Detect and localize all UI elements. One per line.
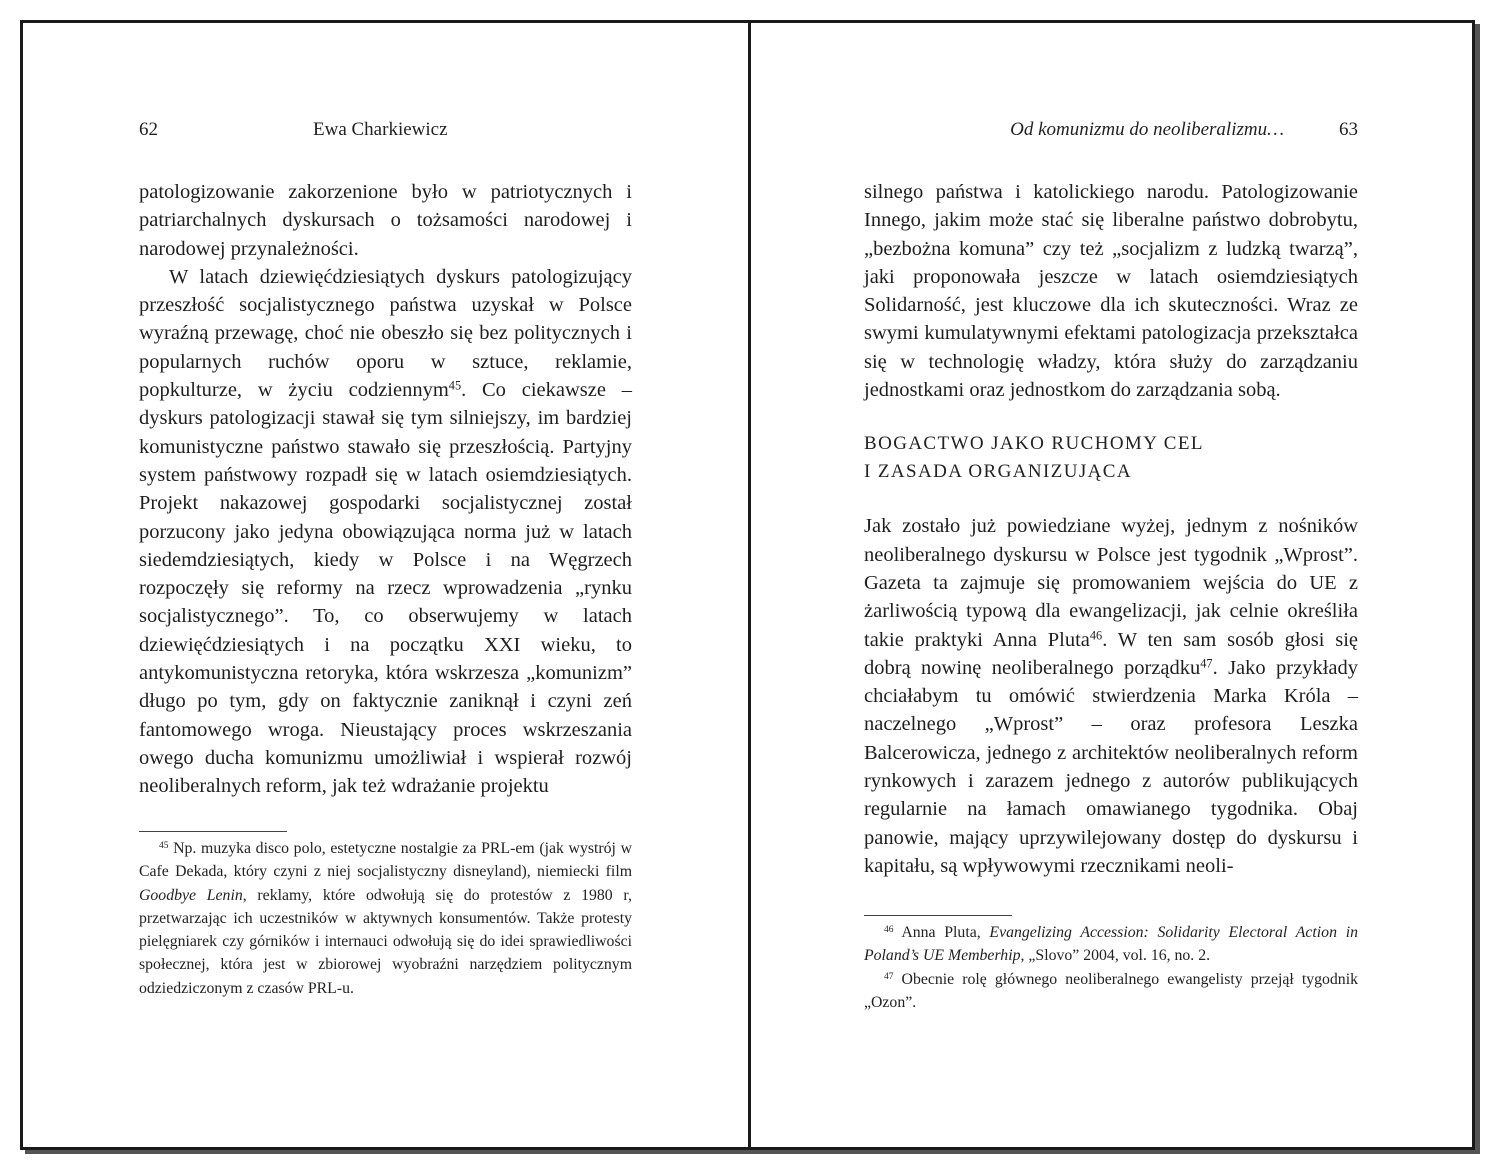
footnote-ref: 46 [884, 924, 894, 935]
footnote-ref: 46 [1089, 627, 1103, 642]
text-run: . Jako przykłady chciałabym tu omówić stwierdzenia Marka Króla – naczelnego „Wprost” – oraz profesora Leszka Balcerowicza, jednego z architektów neoliberalnych reform rynkowych i zarazem jednego z autorów publikujących regularnie na łamach omawianego tygodnika. Obaj panowie, mający uprzywilejowany dostęp do dyskursu i kapitału, są wpływowymi rzecznikami neoli- [864, 656, 1359, 877]
footnote [139, 837, 632, 1000]
text-run: , reklamy, które odwołują się do protestów z 1980 r, przetwarzając ich uczestników w aktywnych konsumentów. Także protesty pielęgniarek czy górników i internauci odwołują się do idei sprawiedliwości społecznej, która jest w zbiorowej wyobraźni narzędziem politycznym odziedziczonym z czasów PRL-u. [139, 886, 633, 997]
page-gutter [748, 23, 751, 1147]
footnote-ref: 45 [448, 378, 462, 393]
footnote [864, 968, 1358, 1015]
book-spread [20, 20, 1475, 1150]
body-text [139, 178, 632, 801]
page-number: 63 [1339, 119, 1358, 140]
text-run: Obecnie rolę głównego neoliberalnego ewangelisty przejął tygodnik „Ozon”. [864, 970, 1358, 1011]
running-head-title: Od komunizmu do neoliberalizmu… [1010, 119, 1284, 140]
paragraph [139, 178, 632, 263]
italic-title: Goodbye Lenin [139, 886, 243, 904]
footnote-ref: 47 [1200, 656, 1213, 671]
text-run: patologizowanie zakorzenione było w patriotycznych i patriarchalnych dyskursach o tożsamości narodowej i narodowej przynależności. [139, 181, 632, 260]
footnote-list [864, 921, 1358, 1014]
italic-title: Evangelizing Accession: Solidarity Electoral Action in Poland’s UE Memberhip [864, 924, 1358, 965]
body-text [864, 178, 1358, 880]
text-run: Np. muzyka disco polo, estetyczne nostalgie za PRL-em (jak wystrój w Cafe Dekada, który czyni z niej socjalistyczny disneyland), niemiecki film [139, 840, 632, 881]
right-page [864, 23, 1358, 1147]
footnote-ref: 45 [159, 840, 169, 851]
footnotes [864, 915, 1358, 1014]
text-run: silnego państwa i katolickiego narodu. Patologizowanie Innego, jakim może stać się liberalne państwo dobrobytu, „bezbożna komuna” czy też „socjalizm z ludzką twarzą”, jaki proponowała jeszcze w latach osiemdziesiątych Solidarność, jest kluczowe dla ich skuteczności. Wraz ze swymi kumulatywnymi efektami patologizacja przekształca się w technologię władzy, która służy do zarządzaniu jednostkami oraz jednostkom do zarządzania sobą. [864, 181, 1358, 402]
footnote-list [139, 837, 632, 1000]
footnote-ref: 47 [884, 971, 894, 982]
text-run: , „Slovo” 2004, vol. 16, no. 2. [1020, 947, 1211, 965]
paragraph [139, 263, 632, 801]
running-head-author: Ewa Charkiewicz [313, 119, 448, 140]
footnote-rule [864, 915, 1012, 916]
running-head-left [139, 119, 632, 143]
text-run: Anna Pluta, [893, 924, 990, 941]
footnotes [139, 831, 632, 1000]
text-run: . Co ciekawsze – dyskurs patologizacji stawał się tym silniejszy, im bardziej komunistyczne państwo stawało się przeszłością. Partyjny system państwowy rozpadł się w latach osiemdziesiątych. Projekt nakazowej gospodarki socjalistycznej został porzucony jako jedyna obowiązująca norma już w latach siedemdziesiątych, kiedy w Polsce i na Węgrzech rozpoczęły się reformy na rzecz wprowadzenia „rynku socjalistycznego”. To, co obserwujemy w latach dziewięćdziesiątych i na początku XXI wieku, to antykomunistyczna retoryka, która wskrzesza „komunizm” długo po tym, gdy on faktycznie zaniknął i czyni zeń fantomowego wroga. Nieustający proces wskrzeszania owego ducha komunizmu umożliwiał i wspierał rozwój neoliberalnych reform, jak też wdrażanie projektu [139, 379, 632, 798]
section-heading-line: BOGACTWO JAKO RUCHOMY CEL [864, 433, 1204, 455]
running-head-right [864, 119, 1358, 143]
footnote [864, 921, 1358, 968]
paragraphs-before-heading [864, 178, 1358, 404]
paragraphs-after-heading [864, 512, 1358, 880]
paragraph [864, 512, 1358, 880]
section-heading [864, 430, 1358, 486]
page-number: 62 [139, 119, 158, 140]
text-run: . W ten sam sosób głosi się dobrą nowinę neoliberalnego porządku [864, 628, 1358, 679]
left-page [139, 23, 632, 1147]
footnote-rule [139, 831, 287, 832]
paragraph [864, 178, 1358, 404]
section-heading-line: I ZASADA ORGANIZUJĄCA [864, 461, 1132, 483]
text-run: W latach dziewięćdziesiątych dyskurs patologizujący przeszłość socjalistycznego państwa uzyskał w Polsce wyraźną przewagę, choć nie obeszło się bez politycznych i popularnych ruchów oporu w sztuce, reklamie, popkulturze, w życiu codziennym [139, 265, 632, 402]
text-run: Jak zostało już powiedziane wyżej, jednym z nośników neoliberalnego dyskursu w Polsce jest tygodnik „Wprost”. Gazeta ta zajmuje się promowaniem wejścia do UE z żarliwością typową dla ewangelizacji, jak celnie określiła takie praktyki Anna Pluta [864, 515, 1358, 651]
